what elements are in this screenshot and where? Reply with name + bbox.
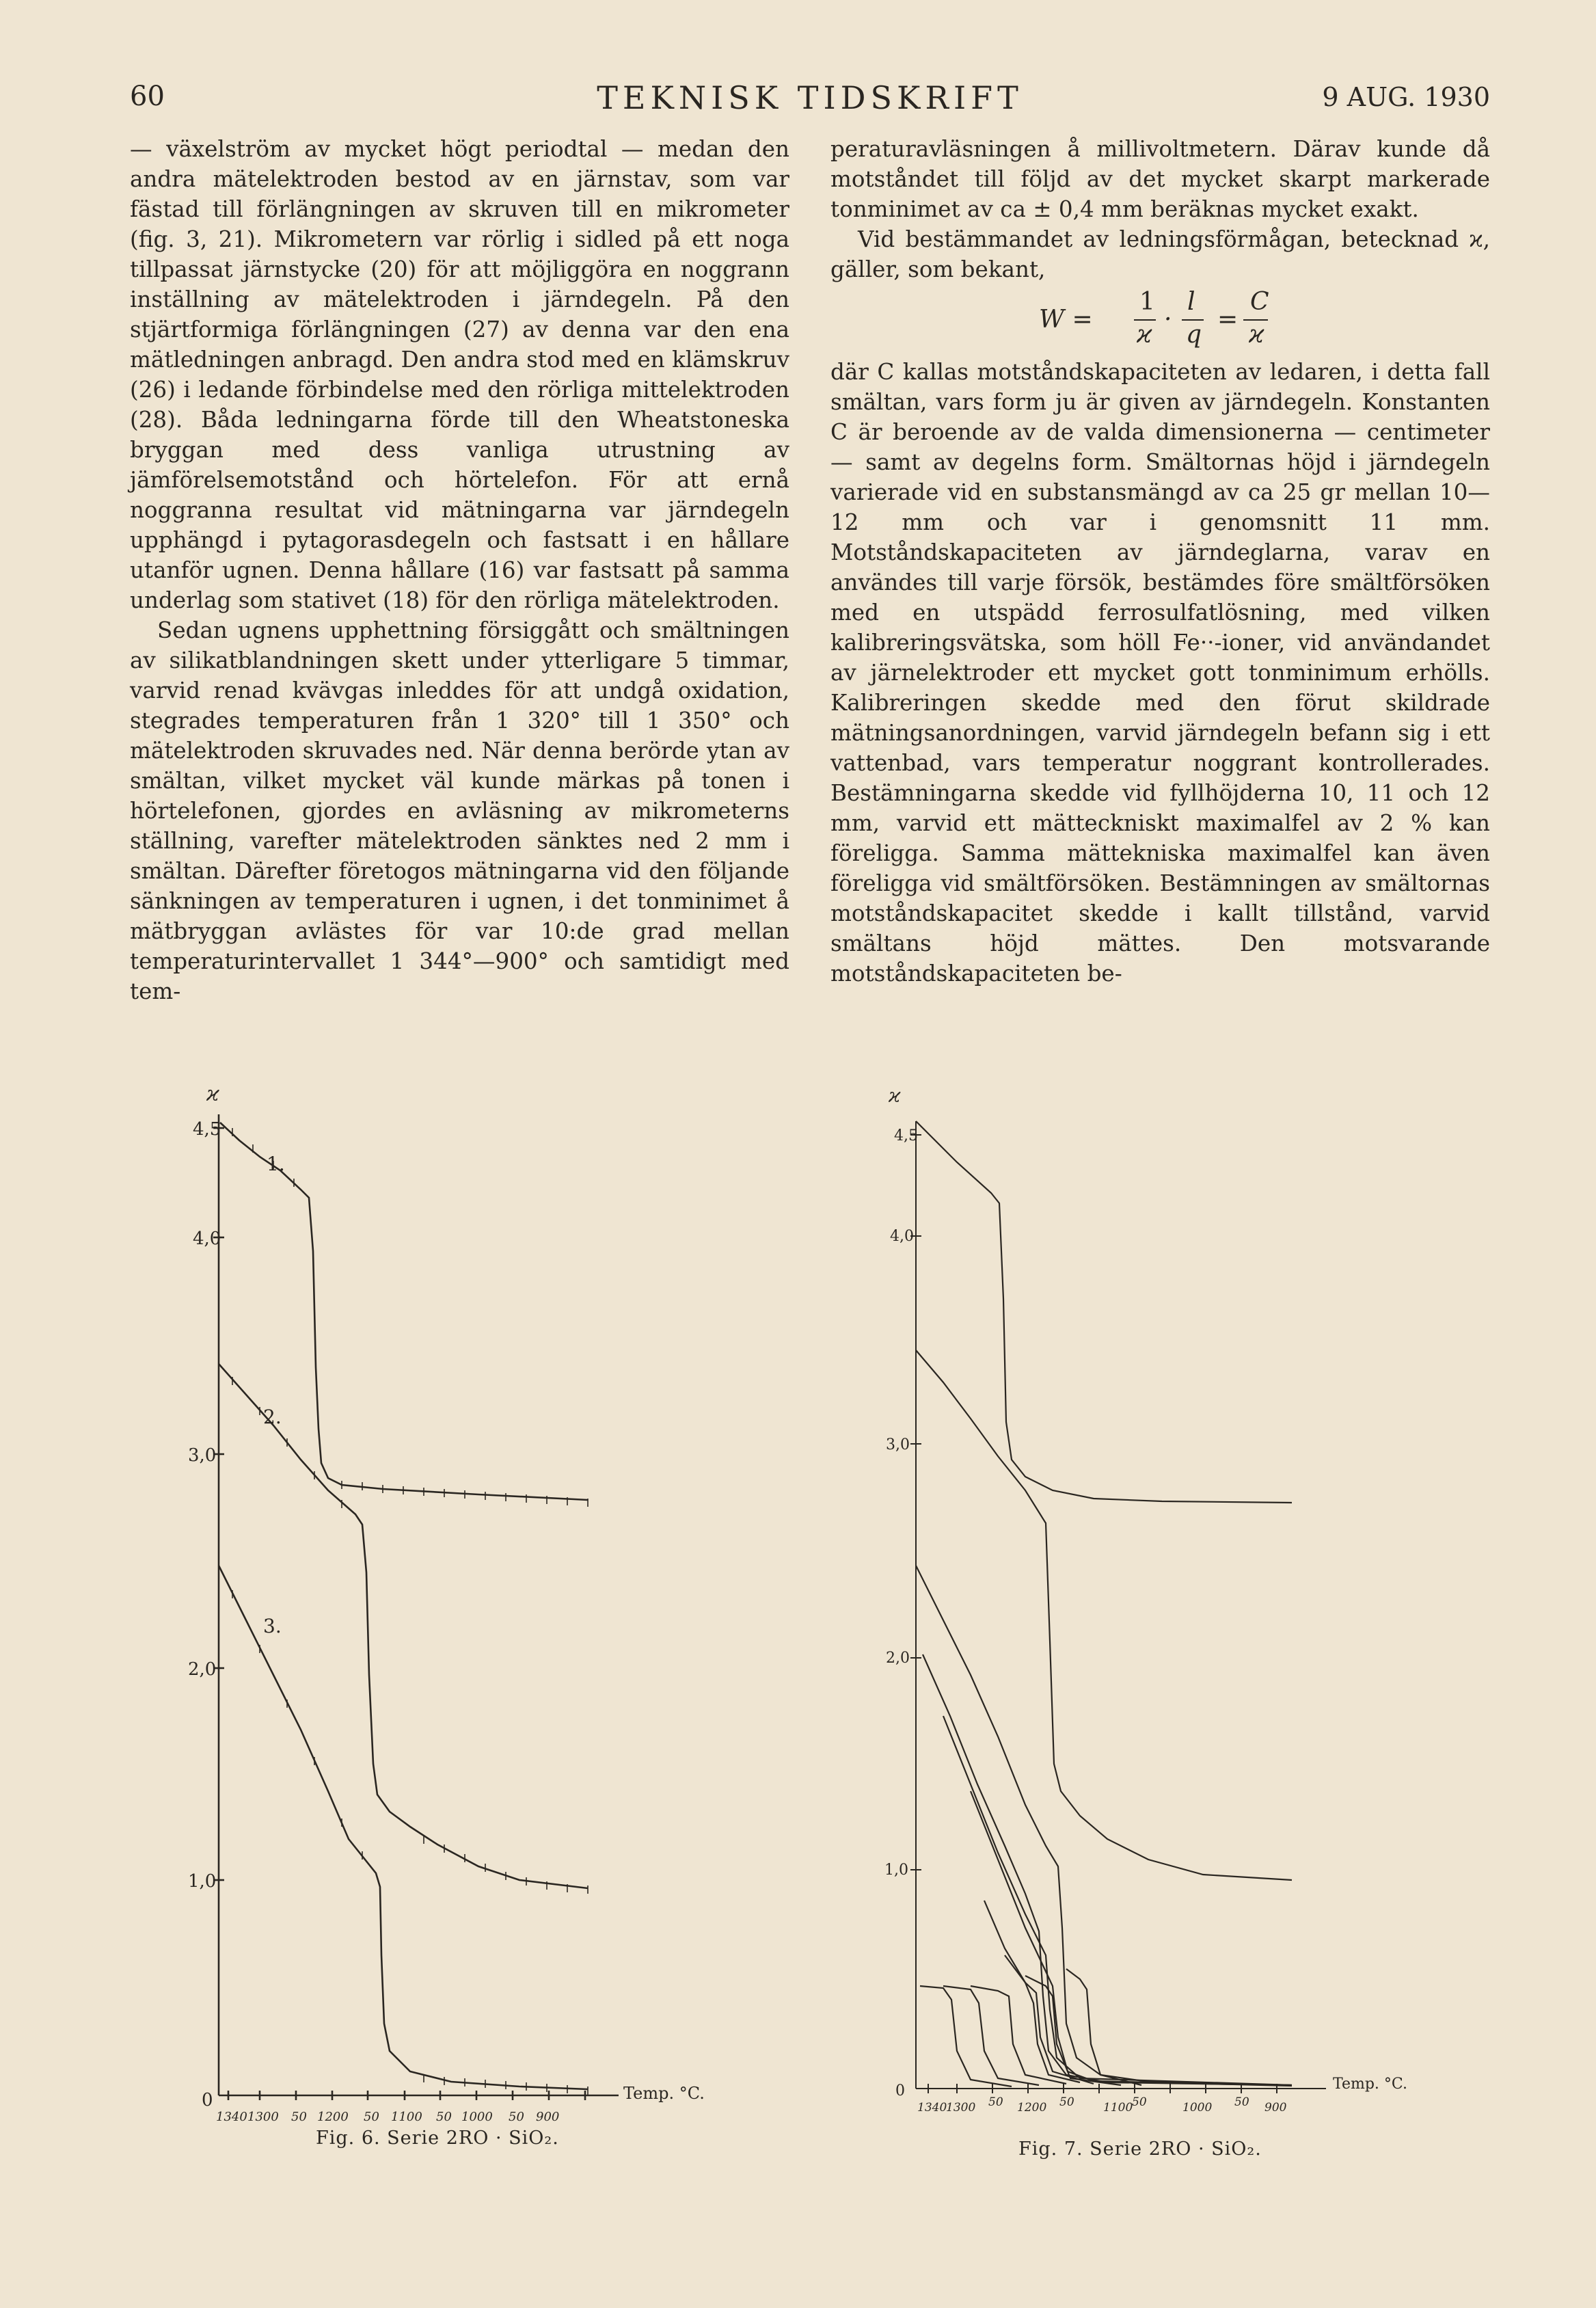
fig7-x-tick: 50 (1132, 2095, 1147, 2109)
fig7-y-tick: 1,0 (884, 1862, 908, 1879)
formula-numerator-c: C (1250, 288, 1269, 316)
fig6-x-tick: 50 (509, 2110, 524, 2124)
fig6-curve-1 (220, 1123, 588, 1500)
fig6-labels (188, 1082, 705, 2124)
fig6-chart (213, 1114, 619, 2100)
fig6-caption: Fig. 6. Serie 2RO · SiO₂. (316, 2128, 559, 2149)
fig7-x-tick: 50 (988, 2095, 1003, 2109)
formula-dot: · (1164, 306, 1172, 334)
fig7-curve (920, 1986, 1012, 2086)
fig6-y-tick: 4,5 (193, 1119, 221, 1140)
fig6-y-tick: 1,0 (188, 1871, 217, 1892)
fig6-curve-3 (219, 1566, 588, 2089)
fig7-y-tick: 4,0 (890, 1228, 914, 1245)
fig6-x-tick: 1100 (391, 2110, 422, 2124)
fig7-caption: Fig. 7. Serie 2RO · SiO₂. (1018, 2138, 1262, 2160)
fig6-x-tick: 1200 (317, 2110, 349, 2124)
fig7-x-tick: 1300 (946, 2101, 976, 2115)
paragraph: Vid bestämmandet av ledningsförmågan, betecknad ϰ, gäller, som bekant, (830, 226, 1490, 282)
fig6-curve-label-3: 3. (263, 1615, 282, 1637)
fig7-y-tick: 4,5 (894, 1127, 918, 1144)
formula-denominator-q: q (1186, 321, 1202, 349)
paragraph: Sedan ugnens upphettning försiggått och smältningen av silikatblandningen skett under ytterligare 5 timmar, varvid renad kvävgas inleddes för att undgå oxidation, stegrades temperaturen från 1 320° till 1 350° och mätelektroden skruvades ned. När denna berörde ytan av smältan, vilket mycket väl kunde märkas på tonen i hörtelefonen, gjordes en avläsning av mikrometerns ställning, varefter mätelektroden sänktes ned 2 mm i smältan. Därefter företogos mätningarna vid den följande sänkningen av temperaturen i ugnen, i det tonminimet å mätbryggan avlästes för var 10:de grad mellan temperaturintervallet 1 344°—900° och samtidigt med tem- (130, 617, 789, 1004)
fig7-labels (884, 1084, 1407, 2115)
formula-denominator-kappa: ϰ (1249, 321, 1264, 349)
fig6-x-label: Temp. °C. (623, 2084, 705, 2103)
fig6-y-tick: 0 (202, 2090, 213, 2110)
fig6-x-tick: 50 (364, 2110, 379, 2124)
formula-numerator-l: l (1187, 288, 1195, 316)
fig7-curve (1066, 1969, 1141, 2085)
fig6-x-tick: 1340 (216, 2110, 247, 2124)
fig6-y-tick: 2,0 (188, 1659, 217, 1680)
fig6-measurement-points (232, 1128, 588, 2095)
fig7-curve (923, 1654, 1292, 2085)
fig7-y-tick: 0 (895, 2082, 905, 2099)
fig7-x-tick: 1100 (1103, 2101, 1133, 2115)
journal-title: TEKNISK TIDSKRIFT (597, 79, 1023, 116)
fig7-chart (910, 1121, 1326, 2093)
fig7-y-tick: 3,0 (886, 1436, 910, 1453)
fig6-curve-label-2: 2. (263, 1406, 282, 1428)
formula-denominator-kappa: ϰ (1137, 321, 1152, 349)
paragraph: — växelström av mycket högt periodtal — medan den andra mätelektroden bestod av en järnstav, som var fästad till förlängningen av skruven till en mikrometer (fig. 3, 21). Mikrometern var rörlig i sidled på ett noga tillpassat järnstycke (20) för att möjliggöra en noggrann inställning av mätelektroden i järndegeln. På den stjärtformiga förlängningen (27) av denna var den ena mätledningen anbragd. Den andra stod med en klämskruv (26) i ledande förbindelse med den rörliga mittelektroden (28). Båda ledningarna förde till den Wheatstoneska bryggan med dess vanliga utrustning av jämförelsemotstånd och hörtelefon. För att ernå noggranna resultat vid mätningarna var järndegeln upphängd i pytagorasdegeln och fastsatt i en hållare utanför ugnen. Denna hållare (16) var fastsatt på samma underlag som stativet (18) för den rörliga mätelektroden. (130, 136, 789, 613)
page-number: 60 (130, 81, 165, 112)
fig6-y-symbol: ϰ (206, 1082, 219, 1106)
fig7-x-tick: 900 (1264, 2101, 1287, 2115)
fig7-x-tick: 1200 (1017, 2101, 1047, 2115)
fig6-y-tick: 4,0 (193, 1229, 221, 1249)
fig7-x-tick: 50 (1234, 2095, 1249, 2109)
fig6-x-tick: 1300 (247, 2110, 279, 2124)
formula-lhs: W = (1039, 306, 1093, 334)
formula-equals: = (1217, 306, 1239, 334)
paragraph: peraturavläsningen å millivoltmetern. Därav kunde då motståndet till följd av det mycket skarpt markerade tonminimet av ca ± 0,4 mm beräknas mycket exakt. (830, 136, 1490, 222)
fig7-curve (916, 1350, 1292, 1880)
fig7-x-label: Temp. °C. (1333, 2076, 1407, 2093)
fig7-curves (916, 1121, 1292, 2086)
fig7-y-tick: 2,0 (886, 1650, 910, 1667)
fig7-y-symbol: ϰ (889, 1084, 901, 1107)
fig6-x-tick: 50 (291, 2110, 307, 2124)
fig6-y-tick: 3,0 (188, 1445, 217, 1466)
fig7-curve (1005, 1955, 1094, 2084)
fig6-curve-label-1: 1. (267, 1153, 285, 1175)
issue-date: 9 AUG. 1930 (1322, 82, 1490, 112)
fig7-x-tick: 1340 (917, 2101, 947, 2115)
fig7-curve (943, 1986, 1039, 2085)
paragraph: där C kallas motståndskapaciteten av ledaren, i detta fall smältan, vars form ju är given av järndegeln. Konstanten C är beroende av de valda dimensionerna — centimeter — samt av degelns form. Smältornas höjd i järndegeln varierade vid en substansmängd av ca 25 gr mellan 10—12 mm och var i genomsnitt 11 mm. Motståndskapaciteten av järndeglarna, varav en användes till varje försök, bestämdes före smältförsöken med en utspädd ferrosulfatlösning, med vilken kalibreringsvätska, som höll Fe··-ioner, vid användandet av järnelektroder ett mycket gott tonminimum erhölls. Kalibreringen skedde med den förut skildrade mätningsanordningen, varvid järndegeln befann sig i ett vattenbad, vars temperatur noggrant kontrollerades. Bestämningarna skedde vid fyllhöjderna 10, 11 och 12 mm, varvid ett mätteckniskt maximalfel av 2 % kan föreligga. Samma mättekniska maximalfel kan även föreligga vid smältförsöken. Bestämningen av smältornas motståndskapacitet skedde i kallt tillstånd, varvid smältans höjd mättes. Den motsvarande motståndskapaciteten be- (830, 359, 1490, 987)
fig7-curve (916, 1566, 1292, 2085)
fig7-x-tick: 50 (1059, 2095, 1074, 2109)
fig7-curve (971, 1791, 1292, 2086)
fig6-x-tick: 1000 (461, 2110, 493, 2124)
fig6-x-tick: 900 (536, 2110, 560, 2124)
fig7-x-tick: 1000 (1182, 2101, 1213, 2115)
fig7-curve (943, 1716, 1292, 2085)
fig7-curve (916, 1121, 1292, 1503)
formula-numerator-one: 1 (1139, 288, 1155, 316)
fig6-x-tick: 50 (436, 2110, 452, 2124)
